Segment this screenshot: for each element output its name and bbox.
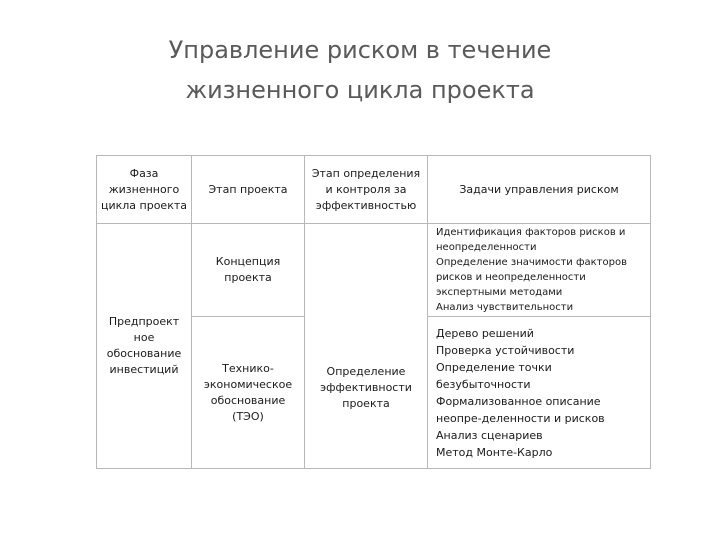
tasks-cell-1 (428, 224, 651, 317)
tasks1-line: рисков и неопределенности (436, 272, 586, 283)
table-row (97, 224, 651, 317)
risk-management-table (96, 155, 651, 469)
stage-feasibility-cell: Технико-экономическое обоснование (ТЭО) (192, 317, 305, 469)
header-stage: Этап проекта (192, 156, 305, 224)
stage-concept-cell: Концепция проекта (192, 224, 305, 317)
table-header-row (97, 156, 651, 224)
tasks1-line: Анализ чувствительности (436, 302, 574, 313)
tasks2-line: Проверка устойчивости (436, 343, 575, 357)
tasks2-line: Анализ сценариев (436, 428, 543, 442)
tasks2-line: Дерево решений (436, 326, 534, 340)
tasks1-line: Идентификация факторов рисков и (436, 227, 626, 238)
control-cell: Определение эффективности проекта (305, 224, 428, 469)
phase-cell: Предпроект ное обоснование инвестиций (97, 224, 192, 469)
tasks1-line: Определение значимости факторов (436, 257, 627, 268)
tasks1-line: неопределенности (436, 242, 537, 253)
tasks-cell-2 (428, 317, 651, 469)
title-line-2: жизненного цикла проекта (185, 76, 535, 104)
tasks2-line: безубыточности (436, 377, 531, 391)
header-control: Этап определения и контроля за эффективностью (305, 156, 428, 224)
page-title (0, 30, 720, 110)
tasks2-line: Формализованное описание (436, 394, 601, 408)
header-tasks: Задачи управления риском (428, 156, 651, 224)
tasks2-line: неопре-деленности и рисков (436, 411, 605, 425)
header-phase: Фаза жизненного цикла проекта (97, 156, 192, 224)
tasks2-line: Метод Монте-Карло (436, 445, 553, 459)
tasks1-line: экспертными методами (436, 287, 563, 298)
tasks2-line: Определение точки (436, 360, 552, 374)
title-line-1: Управление риском в течение (168, 36, 552, 64)
